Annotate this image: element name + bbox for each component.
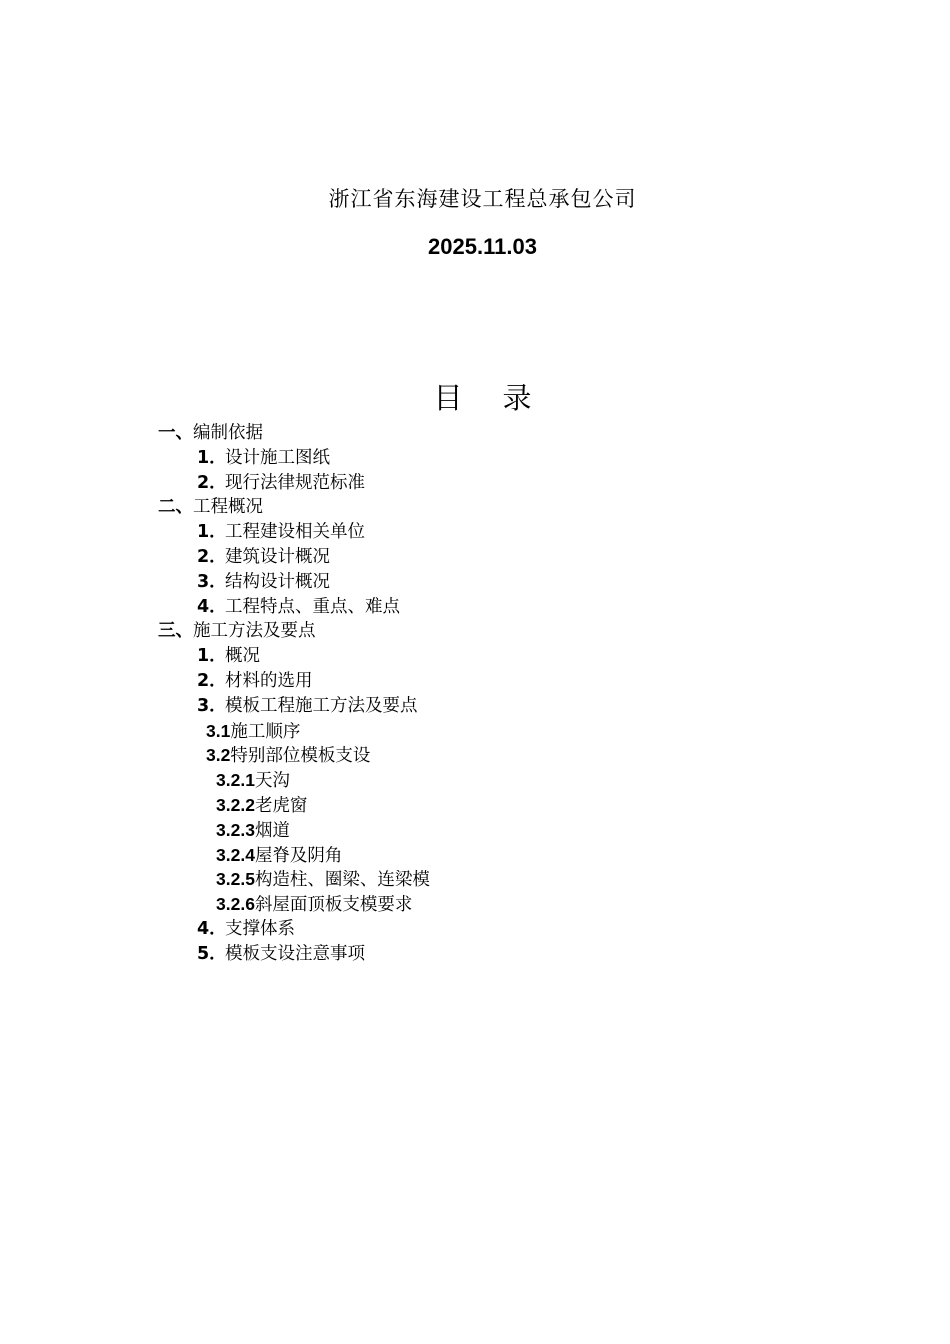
toc-entry-text: 工程概况 [193,497,263,518]
toc-entry[interactable] [0,446,950,471]
toc-entry-number: 一、 [158,423,193,443]
toc-entry-number: 1． [197,646,227,667]
toc-entry-number: 3.2.4 [216,844,255,865]
toc-entry-number: 3.2.3 [216,819,255,840]
toc-entry-text: 工程建设相关单位 [225,522,365,543]
toc-entry-number: 3.2 [206,745,231,766]
toc-entry[interactable] [0,644,950,669]
toc-entry-number: 5． [197,943,227,964]
company-name: 浙江省东海建设工程总承包公司 [328,187,637,211]
toc-entry[interactable] [0,768,950,793]
toc-entry-text: 支撑体系 [225,918,295,939]
toc-entry-text: 老虎窗 [254,795,308,816]
toc-entry[interactable] [0,619,950,644]
toc-entry-text: 构造柱、圈梁、连梁模 [254,870,430,891]
toc-entry-text: 建筑设计概况 [225,546,330,567]
toc-entry-text: 结构设计概况 [225,571,330,592]
toc-entry-number: 二、 [158,497,193,518]
table-of-contents [0,421,950,967]
toc-entry-text: 烟道 [254,820,290,841]
toc-entry[interactable] [0,843,950,868]
toc-entry[interactable] [0,421,950,446]
toc-entry-number: 3． [197,695,227,716]
toc-entry-number: 1． [197,447,227,468]
toc-entry-number: 3． [197,571,227,592]
toc-entry-text: 斜屋面顶板支模要求 [254,895,413,916]
toc-entry-number: 3.1 [206,720,231,741]
toc-entry-number: 3.2.1 [216,770,255,791]
toc-entry-text: 施工顺序 [230,721,301,742]
toc-entry-text: 现行法律规范标准 [225,472,365,493]
toc-entry-number: 4． [197,918,227,939]
toc-entry-text: 工程特点、重点、难点 [225,596,400,617]
toc-entry-number: 4． [197,596,227,617]
toc-entry[interactable] [0,520,950,545]
toc-entry-number: 3.2.5 [216,869,255,890]
toc-entry-number: 2． [197,472,227,493]
toc-entry-text: 编制依据 [193,423,263,443]
toc-entry[interactable] [0,942,950,967]
toc-entry-number: 3.2.6 [216,894,255,915]
toc-entry[interactable] [0,793,950,818]
toc-entry[interactable] [0,694,950,719]
toc-entry-number: 3.2.2 [216,794,255,815]
toc-entry[interactable] [0,743,950,768]
toc-entry-number: 三、 [158,621,193,642]
toc-entry-text: 概况 [225,646,260,667]
document-date: 2025.11.03 [428,234,537,259]
toc-entry-text: 特别部位模板支设 [230,746,371,767]
toc-entry-text: 材料的选用 [225,670,313,691]
toc-entry-number: 2． [197,546,227,567]
toc-entry-text: 模板支设注意事项 [225,943,365,964]
toc-title: 目录 [433,381,572,415]
toc-entry[interactable] [0,917,950,942]
toc-entry[interactable] [0,892,950,917]
toc-entry-text: 天沟 [254,771,290,792]
toc-entry-text: 屋脊及阴角 [254,845,343,866]
toc-entry-text: 设计施工图纸 [225,447,330,468]
toc-entry[interactable] [0,471,950,496]
toc-entry[interactable] [0,570,950,595]
toc-entry[interactable] [0,495,950,520]
toc-entry-number: 2． [197,670,227,691]
toc-entry[interactable] [0,669,950,694]
toc-entry[interactable] [0,595,950,620]
toc-entry[interactable] [0,818,950,843]
toc-entry-number: 1． [197,522,227,543]
toc-entry-text: 施工方法及要点 [193,621,316,642]
toc-entry[interactable] [0,719,950,744]
toc-entry[interactable] [0,867,950,892]
toc-entry-text: 模板工程施工方法及要点 [225,695,418,716]
toc-entry[interactable] [0,545,950,570]
